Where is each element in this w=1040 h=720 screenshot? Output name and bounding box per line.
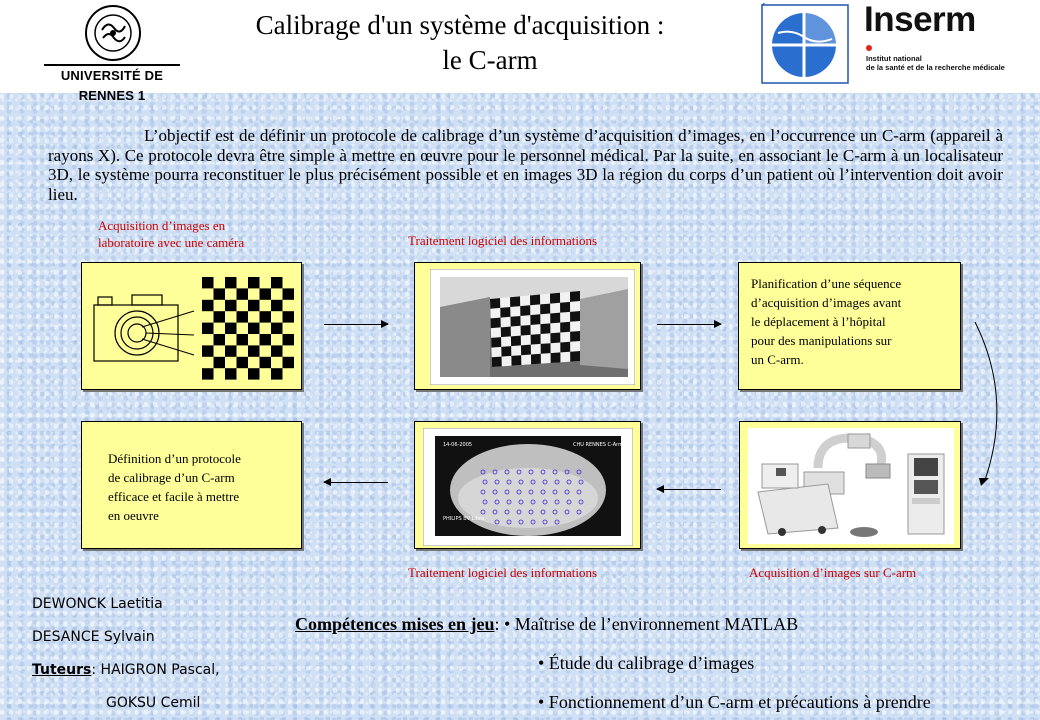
perspective-checker-square [550, 293, 560, 304]
caption-software-top: Traitement logiciel des informations [408, 233, 598, 248]
checker-square [237, 288, 249, 299]
box-camera-acquisition [81, 262, 302, 390]
perspective-checker-square [521, 345, 531, 356]
checker-square [271, 368, 283, 379]
checker-square [271, 345, 283, 356]
protocol-line-2: de calibrage d’un C-arm [108, 470, 235, 485]
camera-icon [92, 293, 197, 363]
caption-software-bottom: Traitement logiciel des informations [408, 565, 598, 580]
xray-image-icon [423, 428, 633, 546]
xray-date-label: 14-06-2005 [443, 442, 473, 448]
checker-square [202, 277, 214, 288]
checker-square [225, 368, 237, 379]
checker-square [225, 277, 237, 288]
caption-carm: Acquisition d’images sur C-arm [749, 565, 917, 580]
caption-camera [98, 217, 244, 251]
author-2: DESANCE Sylvain [32, 629, 155, 645]
checker-square [237, 357, 249, 368]
caption-camera-line-2: laboratoire avec une caméra [98, 235, 245, 250]
perspective-checker-square [492, 357, 502, 367]
inserm-dot [866, 45, 872, 51]
perspective-checker-square [570, 291, 580, 302]
tutor-1: : HAIGRON Pascal, [91, 662, 220, 678]
inserm-subtitle-2: de la santé et de la recherche médicale [866, 63, 1005, 72]
perspective-checker-square [551, 352, 561, 363]
inserm-logo: Inserm [864, 0, 976, 39]
box-software-bottom [414, 421, 641, 549]
perspective-checker-square [540, 304, 550, 315]
perspective-checker-square [521, 325, 531, 336]
university-seal-icon [84, 4, 142, 62]
author-1: DEWONCK Laetitia [32, 596, 163, 612]
title-line-1: Calibrage d'un système d'acquisition : [255, 10, 665, 40]
c-arm-machine-icon [748, 428, 954, 544]
skill-1: : • Maîtrise de l’environnement MATLAB [494, 614, 799, 634]
perspective-checker-square [560, 342, 570, 353]
perspective-checker-square [490, 298, 500, 309]
checker-square [202, 323, 214, 334]
intro-paragraph: L’objectif est de définir un protocole de calibrage d’un système d’acquisition d’images, en l’occurrence un C-arm (appareil à rayons X). Ce protocole devra être simple à mettre en œuvre pour le personnel médical. Par la suite, en associant le C-arm à un localisateur 3D, le système pourra reconstituer le plus précisément possible et en images 3D la région du corps d’un patient où l’intervention doit avoir lieu. [48, 126, 1003, 204]
planning-line-3: le déplacement à l’hôpital [751, 314, 886, 329]
checker-square [248, 277, 260, 288]
checker-square [271, 300, 283, 311]
protocol-line-4: en oeuvre [108, 508, 159, 523]
box-carm-photo [739, 421, 961, 549]
planning-line-4: pour des manipulations sur [751, 333, 892, 348]
xray-device-label: PHILIPS BV Libra [443, 516, 485, 522]
perspective-checker-square [531, 354, 541, 365]
university-logo [44, 4, 180, 103]
checker-square [283, 311, 295, 322]
checker-square [271, 277, 283, 288]
checker-square [283, 357, 295, 368]
checker-square [237, 334, 249, 345]
perspective-checker-square [510, 316, 520, 327]
perspective-checker-square [511, 336, 521, 347]
planning-text [751, 274, 901, 369]
perspective-checker-square [500, 307, 510, 318]
perspective-checker-square [501, 346, 511, 356]
perspective-checkerboard [490, 291, 580, 367]
arrow-box5-to-box4 [324, 482, 388, 483]
inserm-subtitle [866, 54, 1005, 72]
tutors-line [32, 662, 220, 678]
checker-square [214, 357, 226, 368]
perspective-checker-square [560, 302, 570, 313]
protocol-line-3: efficace et facile à mettre [108, 489, 240, 504]
perspective-checker-square [570, 331, 580, 342]
checker-square [202, 300, 214, 311]
protocol-line-1: Définition d’un protocole [108, 451, 241, 466]
skill-2: • Étude du calibrage d’images [538, 653, 755, 673]
title-line-2: le C-arm [442, 45, 538, 75]
perspective-checker-square [570, 311, 580, 322]
perspective-checker-square [491, 337, 501, 347]
perspective-checker-square [511, 355, 521, 365]
checkerboard-icon [202, 277, 294, 380]
checker-square [202, 368, 214, 379]
checker-square [248, 345, 260, 356]
planning-line-2: d’acquisition d’images avant [751, 295, 902, 310]
caption-camera-line-1: Acquisition d’images en [98, 218, 226, 233]
checker-square [214, 311, 226, 322]
page-title [180, 8, 740, 78]
perspective-checker-square [510, 296, 520, 307]
box-software-top [414, 262, 641, 390]
skill-3: • Fonctionnement d’un C-arm et précautions à prendre [538, 692, 931, 712]
perspective-checker-square [501, 327, 511, 338]
arrow-box1-to-box2 [324, 324, 388, 325]
checker-square [248, 323, 260, 334]
box-planning [738, 262, 961, 390]
inserm-subtitle-1: Institut national [866, 54, 922, 63]
skills-label: Compétences mises en jeu [295, 614, 495, 634]
tutors-label: Tuteurs [32, 662, 92, 678]
checker-square [260, 334, 272, 345]
perspective-checker-square [531, 334, 541, 345]
perspective-checker-square [530, 295, 540, 306]
checker-square [260, 311, 272, 322]
checker-square [214, 288, 226, 299]
checker-square [237, 311, 249, 322]
box-protocol [81, 421, 302, 549]
perspective-checker-square [550, 333, 560, 344]
checker-square [283, 288, 295, 299]
skills-line-1 [295, 614, 798, 635]
perspective-checker-square [491, 318, 501, 329]
checker-square [271, 323, 283, 334]
checker-square [248, 368, 260, 379]
checker-square [225, 345, 237, 356]
perspective-checker-square [520, 305, 530, 316]
checker-square [214, 334, 226, 345]
checker-square [283, 334, 295, 345]
calibration-photo-icon [430, 269, 635, 385]
checker-square [260, 288, 272, 299]
checker-square [225, 323, 237, 334]
planning-line-1: Planification d’une séquence [751, 276, 902, 291]
protocol-text [108, 449, 241, 525]
arrow-box2-to-box3 [657, 324, 721, 325]
planning-line-5: un C-arm. [751, 352, 804, 367]
checker-square [202, 345, 214, 356]
university-name: UNIVERSITÉ DE RENNES 1 [44, 64, 180, 88]
curved-arrow-down [965, 318, 1010, 488]
checker-square [225, 300, 237, 311]
blue-circle-cube-icon [760, 3, 850, 85]
perspective-checker-square [540, 323, 550, 334]
perspective-checker-square [550, 313, 560, 324]
perspective-checker-square [570, 351, 580, 362]
checker-square [260, 357, 272, 368]
perspective-checker-square [541, 343, 551, 354]
arrow-box6-to-box5 [657, 489, 721, 490]
perspective-checker-square [560, 322, 570, 333]
xray-hospital-label: CHU RENNES C-Arm [573, 442, 623, 448]
checker-square [248, 300, 260, 311]
tutor-2: GOKSU Cemil [106, 695, 201, 711]
perspective-checker-square [530, 314, 540, 325]
